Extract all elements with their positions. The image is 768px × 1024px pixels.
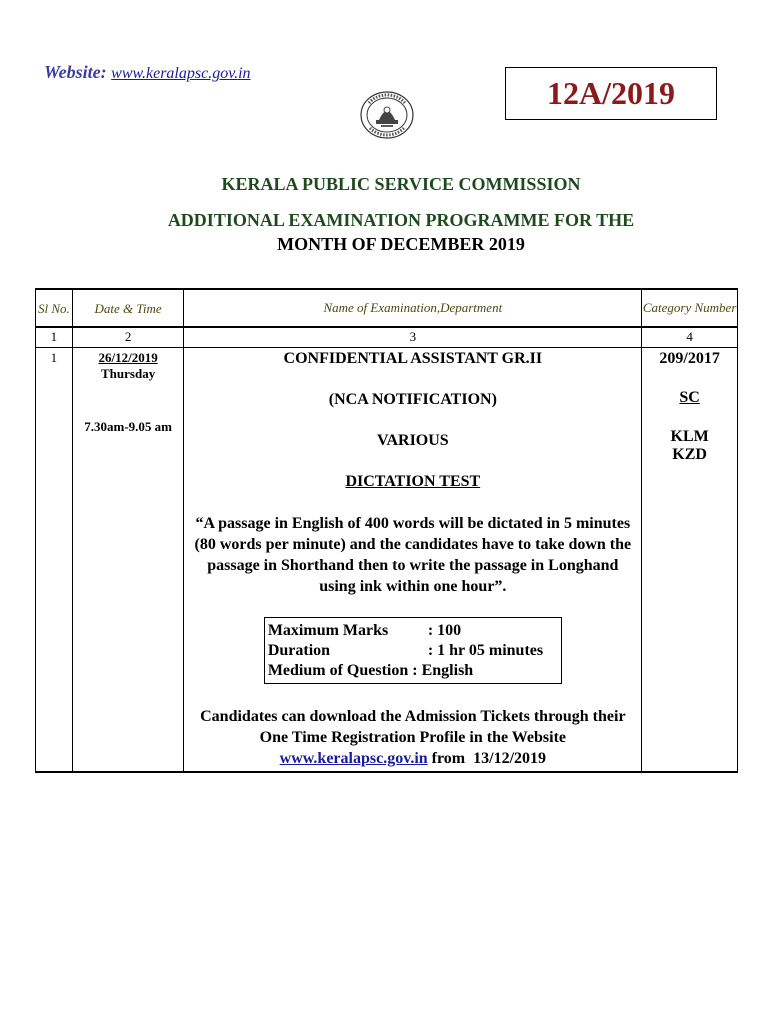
test-description: “A passage in English of 400 words will be dictated in 5 minutes (80 words per minute) and the candidates have to take down the passage in Shorthand then to write the passage in Longhand using ink within one hour”.: [194, 514, 632, 595]
column-number-4: 4: [642, 327, 738, 347]
notification-type: (NCA NOTIFICATION): [328, 390, 497, 408]
column-number-1: 1: [36, 327, 73, 347]
category-number: 209/2017: [659, 349, 720, 367]
exam-name: CONFIDENTIAL ASSISTANT GR.II: [283, 349, 543, 367]
website-link[interactable]: www.keralapsc.gov.in: [111, 65, 251, 82]
exam-day: Thursday: [101, 365, 156, 381]
reference-number-box: [505, 67, 717, 120]
row-sl-no: 1: [36, 347, 73, 772]
row-exam-details: [184, 347, 642, 772]
header-sl-no: Sl No.: [36, 289, 73, 327]
header-category-number: Category Number: [642, 289, 738, 327]
duration-label: Duration: [267, 641, 331, 659]
exam-time: 7.30am-9.05 am: [84, 418, 172, 434]
district-klm: KLM: [670, 427, 709, 445]
row-category: [642, 347, 738, 772]
marks-info-box: [264, 617, 562, 684]
download-text: Candidates can download the Admission Tickets through their One Time Registration Profile in the Website: [200, 707, 626, 746]
marks-value: : 100: [427, 621, 462, 639]
medium-label: Medium of Question: [267, 661, 409, 679]
header-date-time: Date & Time: [72, 289, 184, 327]
website-label: Website:: [44, 62, 107, 82]
examination-schedule-table: [35, 288, 738, 773]
table-row: [36, 347, 738, 772]
marks-row-medium: [268, 661, 555, 681]
column-number-row: [36, 327, 738, 347]
reference-number: 12A/2019: [547, 75, 675, 111]
kpsc-seal-logo: [359, 90, 415, 140]
column-number-2: 2: [72, 327, 184, 347]
marks-label: Maximum Marks: [267, 621, 389, 639]
programme-title-line1: ADDITIONAL EXAMINATION PROGRAMME FOR THE: [167, 210, 635, 230]
community: SC: [679, 388, 700, 406]
commission-title: KERALA PUBLIC SERVICE COMMISSION: [221, 174, 581, 194]
marks-row-maximum: [268, 621, 555, 641]
header-exam-name: Name of Examination,Department: [184, 289, 642, 327]
table-header-row: [36, 289, 738, 327]
medium-value: : English: [408, 661, 474, 679]
exam-date: 26/12/2019: [98, 349, 158, 365]
department: VARIOUS: [376, 431, 449, 449]
row-date-time: [72, 347, 184, 772]
download-website-link[interactable]: www.keralapsc.gov.in: [279, 749, 428, 767]
marks-row-duration: [268, 641, 555, 661]
download-info: [184, 706, 641, 769]
district-kzd: KZD: [672, 445, 707, 463]
programme-title-line2: MONTH OF DECEMBER 2019: [277, 234, 525, 254]
column-number-3: 3: [184, 327, 642, 347]
download-from-date: from 13/12/2019: [431, 749, 547, 767]
website-line: [44, 62, 251, 83]
duration-value: : 1 hr 05 minutes: [427, 641, 544, 659]
test-type: DICTATION TEST: [345, 472, 481, 490]
